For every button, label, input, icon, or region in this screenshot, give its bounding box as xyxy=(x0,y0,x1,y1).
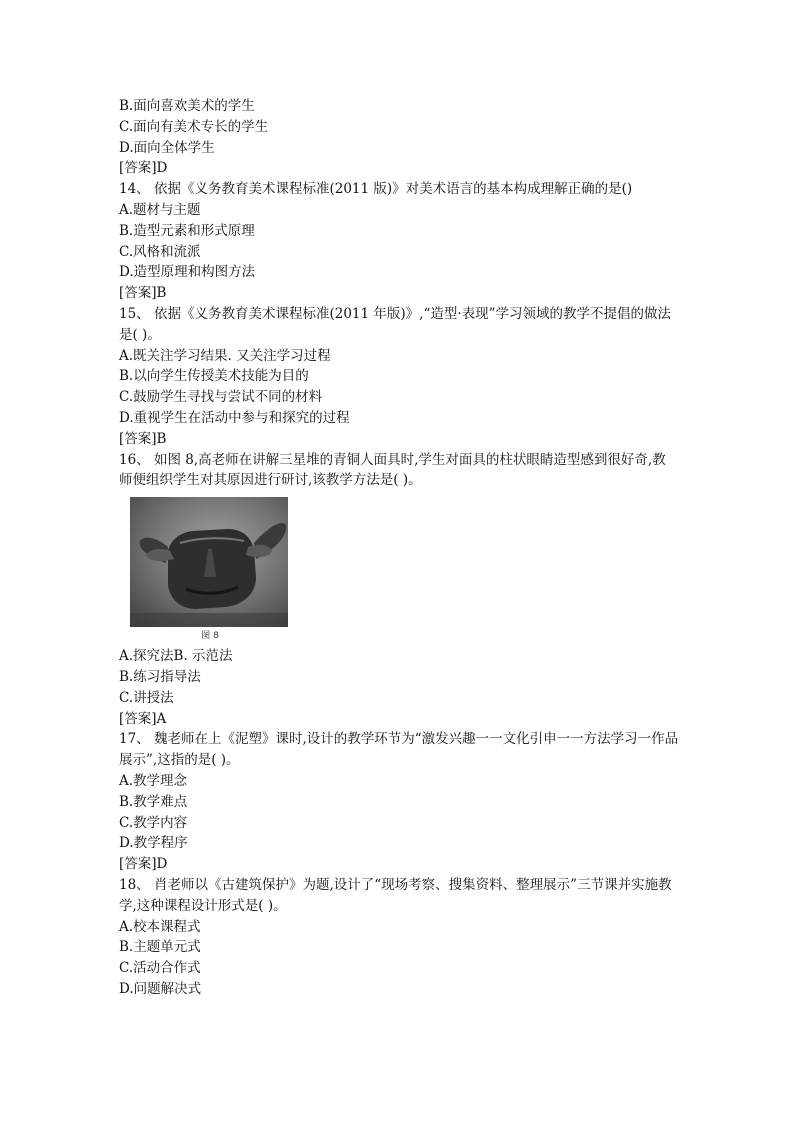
question-14: 14、 依据《义务教育美术课程标准(2011 版)》对美术语言的基本构成理解正确的是() xyxy=(119,181,633,198)
question-16: 16、 如图 8,高老师在讲解三星堆的青铜人面具时,学生对面具的柱状眼睛造型感到很好奇,教师便组织学生对其原因进行研讨,该教学方法是( )。 xyxy=(119,451,666,489)
option-c: C.面向有美术专长的学生 xyxy=(119,118,269,135)
figure-caption: 图 8 xyxy=(201,631,219,642)
q17-option-d: D.教学程序 xyxy=(119,835,188,852)
answer-17: [答案]D xyxy=(119,856,168,873)
answer-13: [答案]D xyxy=(119,160,168,177)
q16-option-a: A.探究法B. 示范法 xyxy=(119,648,233,665)
q14-option-c: C.风格和流派 xyxy=(119,243,201,260)
bronze-mask-image xyxy=(130,497,288,627)
q16-option-c: C.讲授法 xyxy=(119,689,174,706)
answer-15: [答案]B xyxy=(119,430,167,447)
answer-14: [答案]B xyxy=(119,285,167,302)
q18-option-c: C.活动合作式 xyxy=(119,960,201,977)
q15-option-a: A.既关注学习结果. 又关注学习过程 xyxy=(119,347,331,364)
answer-16: [答案]A xyxy=(119,710,167,727)
figure-8 xyxy=(130,497,290,642)
q18-option-b: B.主题单元式 xyxy=(119,939,201,956)
q15-option-b: B.以向学生传授美术技能为目的 xyxy=(119,368,309,385)
q14-option-a: A.题材与主题 xyxy=(119,201,201,218)
bronze-mask-photo xyxy=(130,497,288,627)
q15-option-c: C.鼓励学生寻找与尝试不同的材料 xyxy=(119,389,323,406)
q16-option-b: B.练习指导法 xyxy=(119,668,201,685)
q17-option-c: C.教学内容 xyxy=(119,814,188,831)
q17-option-b: B.教学难点 xyxy=(119,793,188,810)
question-17: 17、 魏老师在上《泥塑》课时,设计的教学环节为“激发兴趣一一文化引申一一方法学习一作品展示”,这指的是( )。 xyxy=(119,731,679,769)
question-15: 15、 依据《义务教育美术课程标准(2011 年版)》,“造型·表现”学习领域的教学不提倡的做法是( )。 xyxy=(119,305,672,343)
document-body xyxy=(119,96,679,1000)
option-d: D.面向全体学生 xyxy=(119,139,215,156)
q18-option-d: D.问题解决式 xyxy=(119,980,202,997)
q15-option-d: D.重视学生在活动中参与和探究的过程 xyxy=(119,409,350,426)
option-b: B.面向喜欢美术的学生 xyxy=(119,98,255,114)
question-18: 18、 肖老师以《古建筑保护》为题,设计了“现场考察、搜集资料、整理展示”三节课并实施教学,这种课程设计形式是( )。 xyxy=(119,876,672,914)
q14-option-d: D.造型原理和构图方法 xyxy=(119,264,256,281)
q14-option-b: B.造型元素和形式原理 xyxy=(119,222,255,239)
q18-option-a: A.校本课程式 xyxy=(119,918,201,935)
q17-option-a: A.教学理念 xyxy=(119,772,188,789)
